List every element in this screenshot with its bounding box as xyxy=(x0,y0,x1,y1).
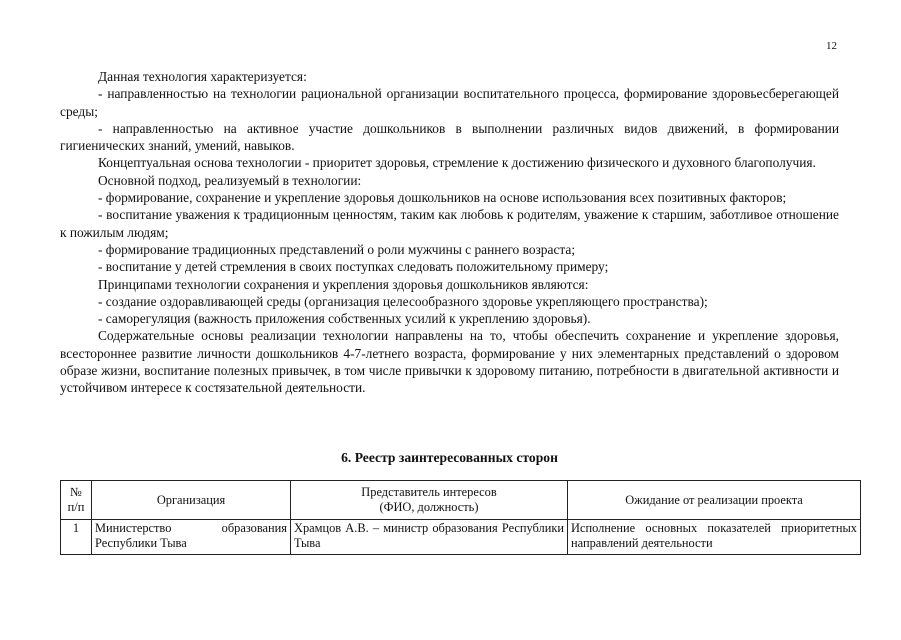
paragraph: Содержательные основы реализации технологии направлены на то, чтобы обеспечить сохранение и укрепление здоровья, всестороннее развитие личности дошкольников 4-7-летнего возраста, формирование у них элементарных представлений о здоровом образе жизни, воспитание полезных привычек, в том числе привычки к здоровому питанию, потребности в двигательной активности и устойчивом интересе к состязательной деятельности. xyxy=(60,328,839,396)
cell-representative: Храмцов А.В. – министр образования Республики Тыва xyxy=(291,520,568,555)
section-title: 6. Реестр заинтересованных сторон xyxy=(341,450,558,465)
table-row xyxy=(61,520,861,555)
cell-num: 1 xyxy=(61,520,92,555)
page-number: 12 xyxy=(826,40,837,52)
paragraph: Основной подход, реализуемый в технологии: xyxy=(98,172,362,188)
paragraph: - воспитание уважения к традиционным ценностям, таким как любовь к родителям, уважение к старшим, заботливое отношение к пожилым людям; xyxy=(60,207,839,240)
body-text xyxy=(60,68,839,397)
paragraph: Концептуальная основа технологии - приоритет здоровья, стремление к достижению физического и духовного благополучия. xyxy=(98,155,816,171)
table-header-row xyxy=(61,481,861,520)
paragraph: - направленностью на активное участие дошкольников в выполнении различных видов движений, в формировании гигиенических знаний, умений, навыков. xyxy=(60,120,839,154)
cell-organization: Министерство образования Республики Тыва xyxy=(92,520,291,555)
paragraph: - создание оздоравливающей среды (организация целесообразного здоровье укрепляющего пространства); xyxy=(98,293,708,309)
paragraph: Данная технология характеризуется: xyxy=(98,69,307,84)
header-num: № п/п xyxy=(61,481,92,520)
header-expectation: Ожидание от реализации проекта xyxy=(568,481,861,520)
paragraph: - формирование традиционных представлений о роли мужчины с раннего возраста; xyxy=(98,241,576,257)
cell-expectation: Исполнение основных показателей приоритетных направлений деятельности xyxy=(568,520,861,555)
header-organization: Организация xyxy=(92,481,291,520)
paragraph: - саморегуляция (важность приложения собственных усилий к укреплению здоровья). xyxy=(98,311,591,327)
stakeholder-registry-table xyxy=(60,480,861,555)
paragraph: - формирование, сохранение и укрепление здоровья дошкольников на основе использования всех позитивных факторов; xyxy=(98,190,787,206)
header-representative-line1: Представитель интересов xyxy=(361,485,497,499)
paragraph: - воспитание у детей стремления в своих поступках следовать положительному примеру; xyxy=(98,259,609,275)
header-representative xyxy=(291,481,568,520)
paragraph: Принципами технологии сохранения и укрепления здоровья дошкольников являются: xyxy=(98,276,589,292)
paragraph: - направленностью на технологии рациональной организации воспитательного процесса, формирование здоровьесберегающей среды; xyxy=(60,86,839,119)
header-representative-line2: (ФИО, должность) xyxy=(379,500,479,514)
